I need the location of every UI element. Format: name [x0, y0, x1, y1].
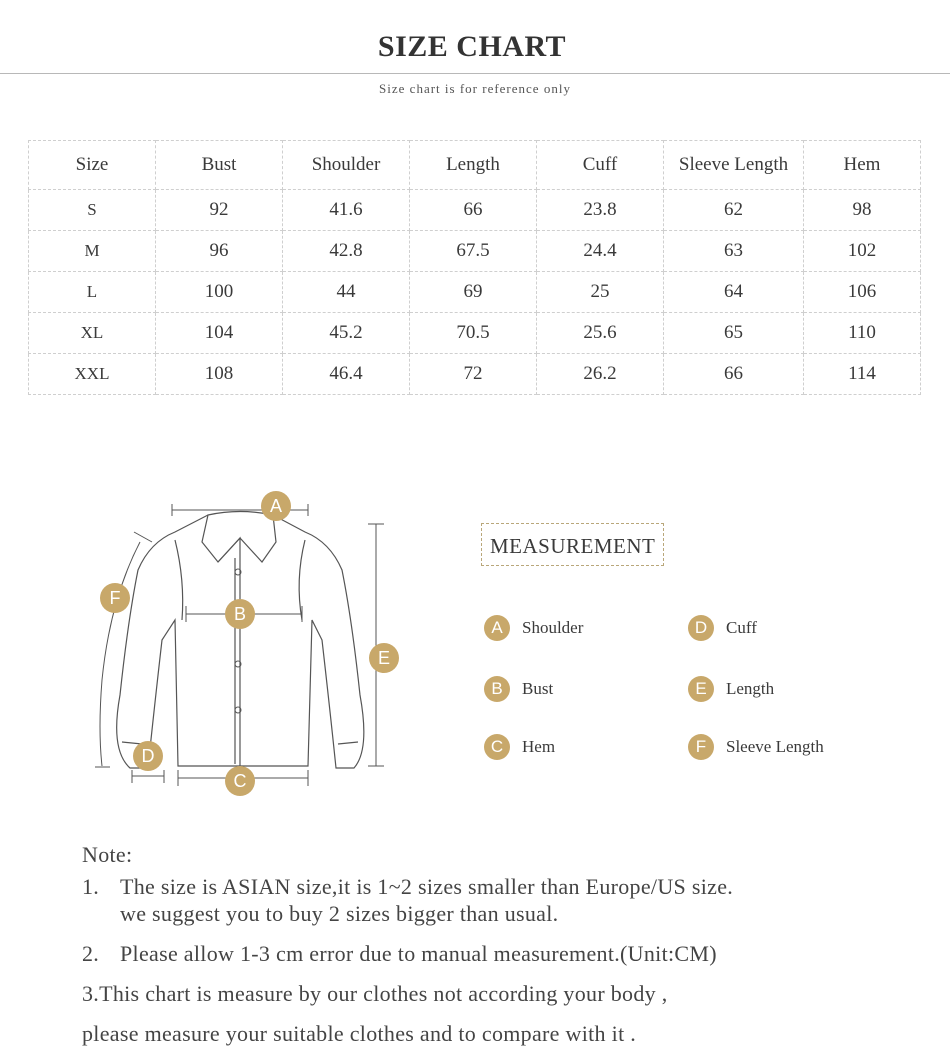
table-cell: 45.2 [283, 313, 410, 354]
legend-label: Bust [522, 679, 554, 698]
table-cell: 104 [156, 313, 283, 354]
note-1 [82, 874, 733, 900]
svg-text:D: D [141, 746, 155, 766]
table-header-row [29, 141, 921, 190]
legend-item-shoulder [484, 615, 583, 641]
legend-label: Sleeve Length [726, 737, 824, 756]
note-text: The size is ASIAN size,it is 1~2 sizes smaller than Europe/US size. [120, 874, 734, 899]
svg-text:C: C [233, 771, 247, 791]
table-cell: 25 [537, 272, 664, 313]
table-cell: 65 [664, 313, 804, 354]
letter-badge: B [484, 676, 510, 702]
table-cell: 67.5 [410, 231, 537, 272]
table-cell: S [29, 190, 156, 231]
svg-text:A: A [269, 496, 283, 516]
legend-label: Hem [522, 737, 556, 756]
column-header: Size [29, 141, 156, 190]
legend-label: Cuff [726, 618, 757, 637]
table-cell: 106 [804, 272, 921, 313]
column-header: Sleeve Length [664, 141, 804, 190]
table-cell: M [29, 231, 156, 272]
table-cell: 24.4 [537, 231, 664, 272]
table-cell: 44 [283, 272, 410, 313]
table-cell: L [29, 272, 156, 313]
table-cell: 108 [156, 354, 283, 395]
note-3-continuation: please measure your suitable clothes and to compare with it . [82, 1021, 637, 1046]
table-cell: 66 [664, 354, 804, 395]
table-cell: 23.8 [537, 190, 664, 231]
measurement-title: MEASUREMENT [481, 523, 664, 566]
table-row [29, 313, 921, 354]
column-header: Shoulder [283, 141, 410, 190]
note-2 [82, 941, 717, 967]
legend-item-cuff [688, 615, 757, 641]
title-divider [0, 73, 950, 74]
column-header: Bust [156, 141, 283, 190]
legend-item-bust [484, 676, 553, 702]
marker-e [369, 643, 399, 673]
table-cell: XL [29, 313, 156, 354]
shirt-diagram [90, 480, 410, 810]
svg-text:F: F [109, 588, 121, 608]
table-cell: 92 [156, 190, 283, 231]
legend-item-length [688, 676, 774, 702]
letter-badge: E [688, 676, 714, 702]
table-cell: 69 [410, 272, 537, 313]
marker-d [133, 741, 163, 771]
table-cell: 26.2 [537, 354, 664, 395]
table-cell: 70.5 [410, 313, 537, 354]
table-cell: 110 [804, 313, 921, 354]
notes-title: Note: [82, 842, 133, 867]
table-cell: 63 [664, 231, 804, 272]
letter-badge: D [688, 615, 714, 641]
table-row [29, 231, 921, 272]
table-cell: 42.8 [283, 231, 410, 272]
letter-badge: A [484, 615, 510, 641]
table-cell: 64 [664, 272, 804, 313]
marker-b [225, 599, 255, 629]
table-cell: 46.4 [283, 354, 410, 395]
note-1-continuation: we suggest you to buy 2 sizes bigger than usual. [120, 901, 559, 926]
svg-text:B: B [233, 604, 247, 624]
page-title: SIZE CHART [377, 30, 567, 63]
marker-a [261, 491, 291, 521]
page-subtitle: Size chart is for reference only [379, 81, 571, 96]
shirt-outline [117, 512, 364, 769]
table-row [29, 190, 921, 231]
table-cell: 72 [410, 354, 537, 395]
table-cell: XXL [29, 354, 156, 395]
table-cell: 100 [156, 272, 283, 313]
column-header: Cuff [537, 141, 664, 190]
table-cell: 98 [804, 190, 921, 231]
letter-badge: C [484, 734, 510, 760]
column-header: Hem [804, 141, 921, 190]
note-text: Please allow 1-3 cm error due to manual measurement.(Unit:CM) [120, 941, 717, 966]
table-cell: 62 [664, 190, 804, 231]
size-table [28, 140, 921, 395]
legend-label: Shoulder [522, 618, 584, 637]
table-cell: 102 [804, 231, 921, 272]
table-cell: 96 [156, 231, 283, 272]
note-number: 2. [82, 941, 100, 966]
table-row [29, 354, 921, 395]
legend-item-sleeve-length [688, 734, 824, 760]
legend-item-hem [484, 734, 555, 760]
table-cell: 114 [804, 354, 921, 395]
letter-badge: F [688, 734, 714, 760]
table-cell: 66 [410, 190, 537, 231]
note-3: 3.This chart is measure by our clothes not according your body , [82, 981, 668, 1006]
svg-text:E: E [377, 648, 391, 668]
legend-label: Length [726, 679, 775, 698]
column-header: Length [410, 141, 537, 190]
marker-f [100, 583, 130, 613]
table-cell: 25.6 [537, 313, 664, 354]
note-number: 1. [82, 874, 100, 899]
table-cell: 41.6 [283, 190, 410, 231]
marker-c [225, 766, 255, 796]
table-row [29, 272, 921, 313]
